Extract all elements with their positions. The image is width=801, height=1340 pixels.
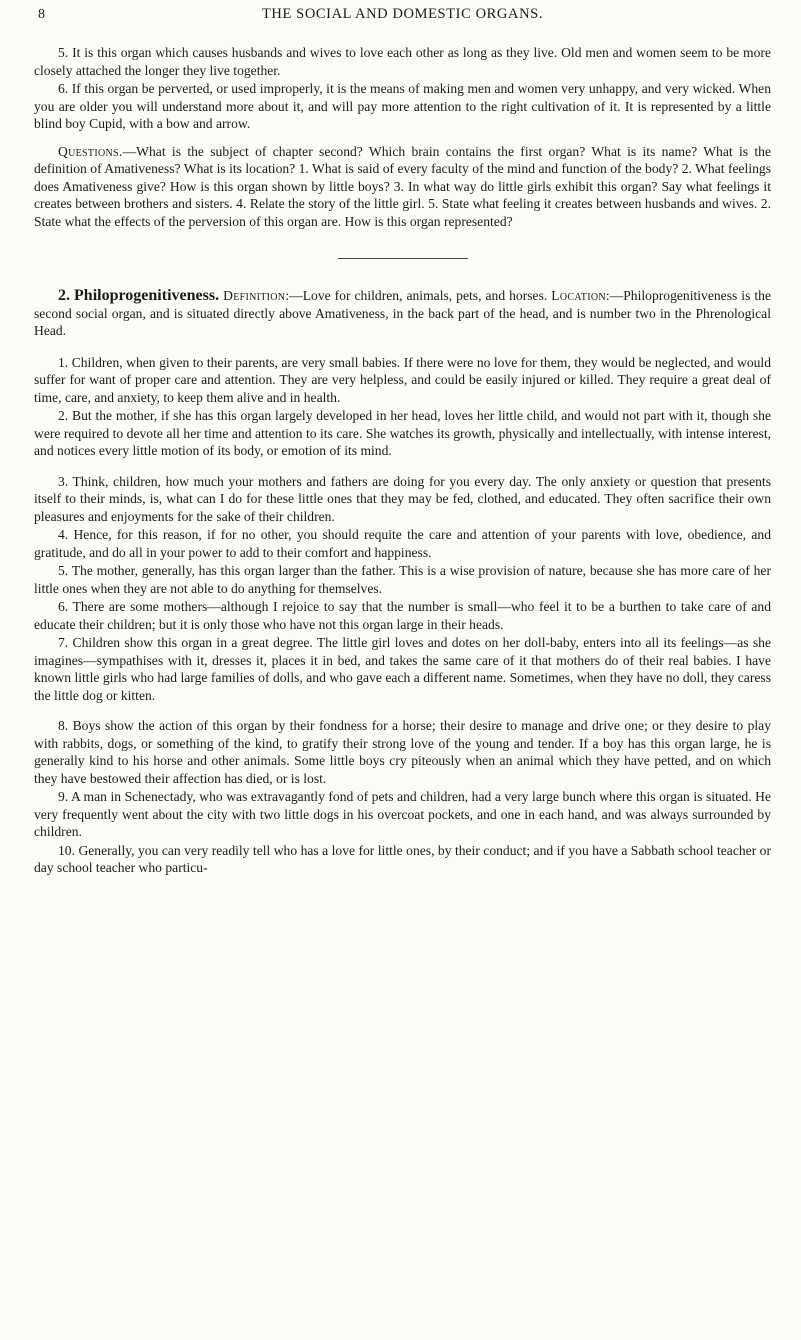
paragraph-5: 5. The mother, generally, has this organ larger than the father. This is a wise provision of nature, because she has more care of her little ones when they are not able to do anything for themselves. <box>34 563 771 596</box>
section-divider <box>338 258 468 259</box>
paragraph-7: 7. Children show this organ in a great degree. The little girl loves and dotes on her doll-baby, enters into all its feelings—as she imagines—sympathises with it, dresses it, places it in bed, and takes the same care of it that mothers do of their real babies. I have known little girls who had large families of dolls, and who gave each a different name. Sometimes, when they have no doll, they caress the little dog or kitten. <box>34 635 771 703</box>
questions-label: Questions. <box>58 143 123 159</box>
location-label: Location <box>551 288 606 303</box>
paragraph-4: 4. Hence, for this reason, if for no other, you should requite the care and attention of your parents with love, obedience, and gratitude, and do all in your power to add to their comfort and happiness. <box>34 527 771 560</box>
page-number: 8 <box>38 7 45 22</box>
section-heading <box>34 287 771 340</box>
section-title: Philoprogenitiveness. <box>74 287 220 304</box>
definition-text: :—Love for children, animals, pets, and horses. <box>285 288 548 303</box>
paragraph-1: 1. Children, when given to their parents, are very small babies. If there were no love for them, they would be neglected, and would suffer for want of proper care and attention. They are very helpless, and could be easily injured or killed. They require a great deal of time, care, and anxiety, to keep them alive and in health. <box>34 354 771 405</box>
paragraph-3: 3. Think, children, how much your mothers and fathers are doing for you every day. The only anxiety or question that presents itself to their minds, is, what can I do for these little ones that they may be fed, clothed, and educated. They often sacrifice their own pleasures and enjoyments for the sake of their children. <box>34 473 771 524</box>
paragraph-10: 10. Generally, you can very readily tell who has a love for little ones, by their conduct; and if you have a Sabbath school teacher or day school teacher who particu- <box>34 842 771 875</box>
page-header <box>34 0 771 44</box>
paragraph-5-intro: 5. It is this organ which causes husbands and wives to love each other as long as they live. Old men and women seem to be more closely attached the longer they live together. <box>34 45 771 78</box>
paragraph-9: 9. A man in Schenectady, who was extravagantly fond of pets and children, had a very large bunch where this organ is situated. He very frequently went about the city with two little dogs in his overcoat pockets, and one in each hand, and was always surrounded by children. <box>34 789 771 839</box>
paragraph-6-intro: 6. If this organ be perverted, or used improperly, it is the means of making men and women very unhappy, and very wicked. When you are older you will understand more about it, and will pay more attention to the right cultivation of it. It is represented by a little blind boy Cupid, with a bow and arrow. <box>34 81 771 131</box>
questions-text: —What is the subject of chapter second? Which brain contains the first organ? What is its name? What is the definition of Amativeness? What is its location? 1. What is said of every faculty of the mind and function of the body? 2. What feelings does Amativeness give? How is this organ shown by little boys? 3. In what way do little girls exhibit this organ? Say what feelings it creates between brothers and sisters. 4. Relate the story of the little girl. 5. State what feeling it creates between husbands and wives. 2. State what the effects of the perversion of this organ are. How is this organ represented? <box>34 143 771 229</box>
paragraph-2: 2. But the mother, if she has this organ largely developed in her head, loves her little child, and would not part with it, though she were required to devote all her time and attention to its care. She watches its growth, physically and intellectually, with intense interest, and notices every little motion of its body, or emotion of its mind. <box>34 408 771 458</box>
review-questions <box>34 143 771 231</box>
definition-label: Definition <box>223 288 286 303</box>
section-number: 2. <box>58 287 70 304</box>
paragraph-6: 6. There are some mothers—although I rejoice to say that the number is small—who feel it to be a burthen to take care of and educate their children; but it is only those who have not this organ large in their heads. <box>34 599 771 632</box>
location-text: :—Philoprogenitiveness is the second social organ, and is situated directly above Amativeness, in the back part of the head, and is number two in the Phrenological Head. <box>34 288 771 338</box>
paragraph-8: 8. Boys show the action of this organ by their fondness for a horse; their desire to manage and drive one; or they desire to play with rabbits, dogs, or something of the kind, to gratify their strong love of the young and tender. If a boy has this organ large, he is generally kind to his horse and other animals. Some little boys cry piteously when an animal which they have petted, and on which they have bestowed their affection has died, or is lost. <box>34 718 771 786</box>
running-head: THE SOCIAL AND DOMESTIC ORGANS. <box>261 6 544 22</box>
